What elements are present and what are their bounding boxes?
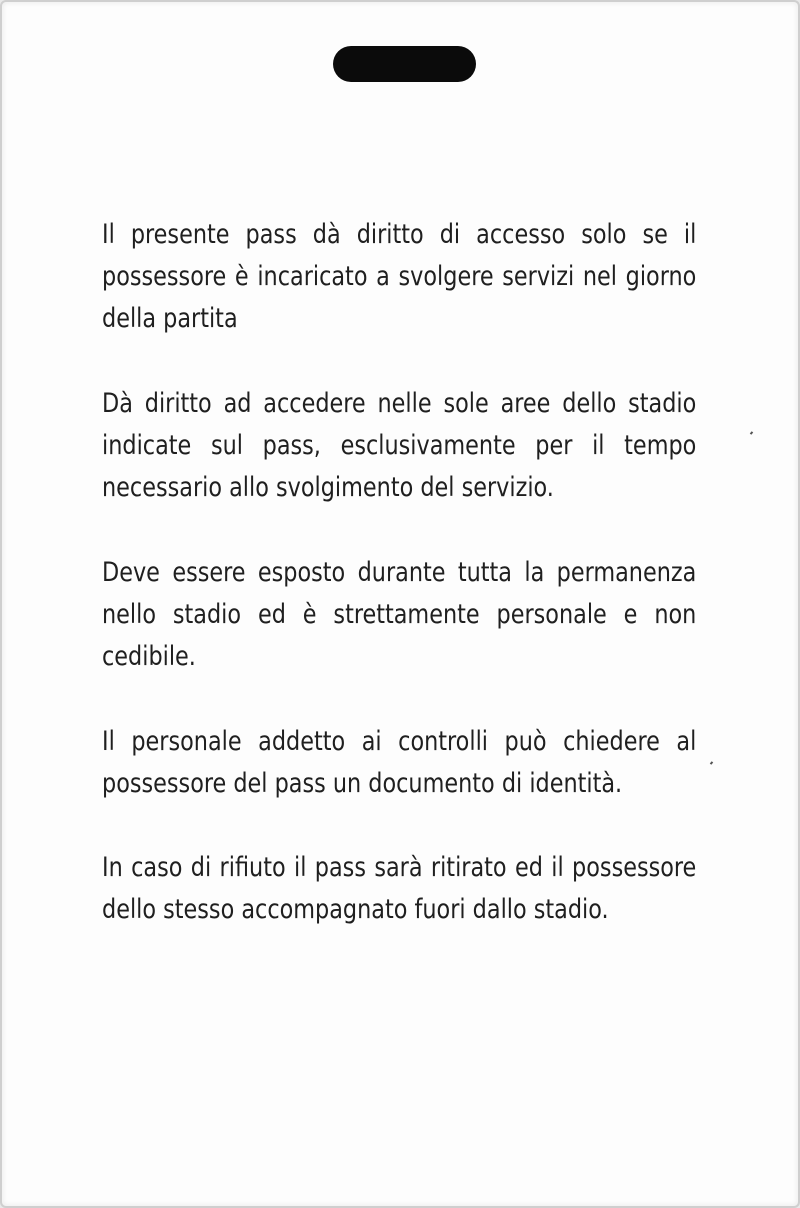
pass-rule-paragraph-2: Dà diritto ad accedere nelle sole aree dello stadio indicate sul pass, esclusivamente per il tempo necessario allo svolgimento del servizio. <box>102 388 697 503</box>
pass-rule-paragraph-3: Deve essere esposto durante tutta la permanenza nello stadio ed è strettamente personale e non cedibile. <box>102 557 697 672</box>
lanyard-slot-hole <box>333 46 476 82</box>
surface-speck <box>710 761 713 765</box>
pass-rule-paragraph-5: In caso di rifiuto il pass sarà ritirato ed il possessore dello stesso accompagnato fuori dallo stadio. <box>102 852 697 925</box>
pass-rule-paragraph-1: Il presente pass dà diritto di accesso solo se il possessore è incaricato a svolgere servizi nel giorno della partita <box>102 219 697 334</box>
surface-speck <box>750 431 753 435</box>
pass-rule-paragraph-4: Il personale addetto ai controlli può chiedere al possessore del pass un documento di identità. <box>102 726 697 799</box>
